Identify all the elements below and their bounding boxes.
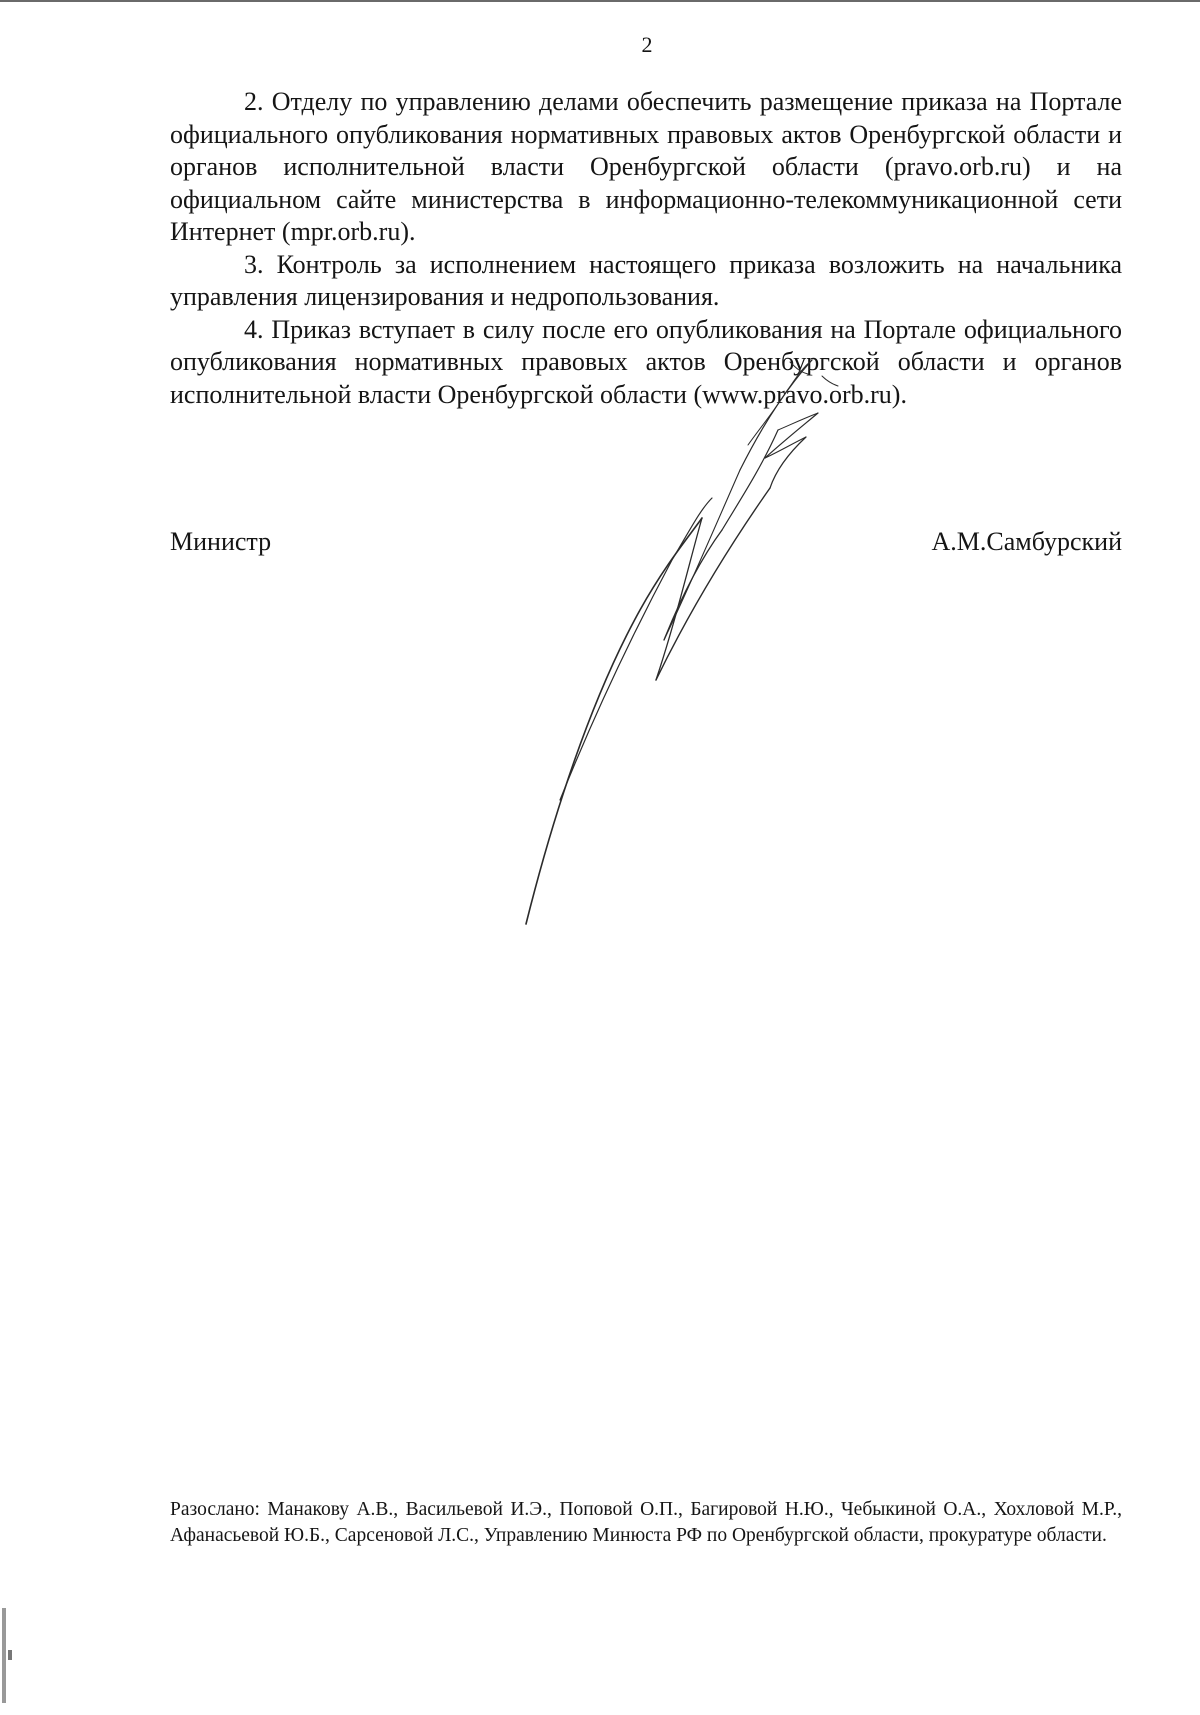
signatory-name: А.М.Самбурский (931, 527, 1122, 556)
paragraph-item-3: 3. Контроль за исполнением настоящего приказа возложить на начальника управления лицензирования и недропользования. (170, 249, 1122, 311)
scan-edge-mark (2, 1608, 6, 1703)
paragraph-item-4: 4. Приказ вступает в силу после его опубликования на Портале официального опубликования нормативных правовых актов Оренбургской области и органов исполнительной власти Оренбургской области (www.pravo.orb.ru). (170, 314, 1122, 409)
top-border-line (0, 0, 1200, 2)
distribution-list: Разослано: Манакову А.В., Васильевой И.Э., Поповой О.П., Багировой Н.Ю., Чебыкиной О.А., Хохловой М.Р., Афанасьевой Ю.Б., Сарсеновой Л.С., Управлению Минюста РФ по Оренбургской области, прокуратуре области. (170, 1499, 1122, 1546)
scan-edge-dot (8, 1650, 12, 1660)
page-number: 2 (641, 32, 653, 57)
order-body (170, 86, 1122, 411)
signatory-position: Министр (170, 527, 272, 556)
paragraph-item-2: 2. Отделу по управлению делами обеспечить размещение приказа на Портале официального опубликования нормативных правовых актов Оренбургской области и органов исполнительной власти Оренбургской области (pravo.orb.ru) и на официальном сайте министерства в информационно-телекоммуникационной сети Интернет (mpr.orb.ru). (170, 87, 1122, 246)
